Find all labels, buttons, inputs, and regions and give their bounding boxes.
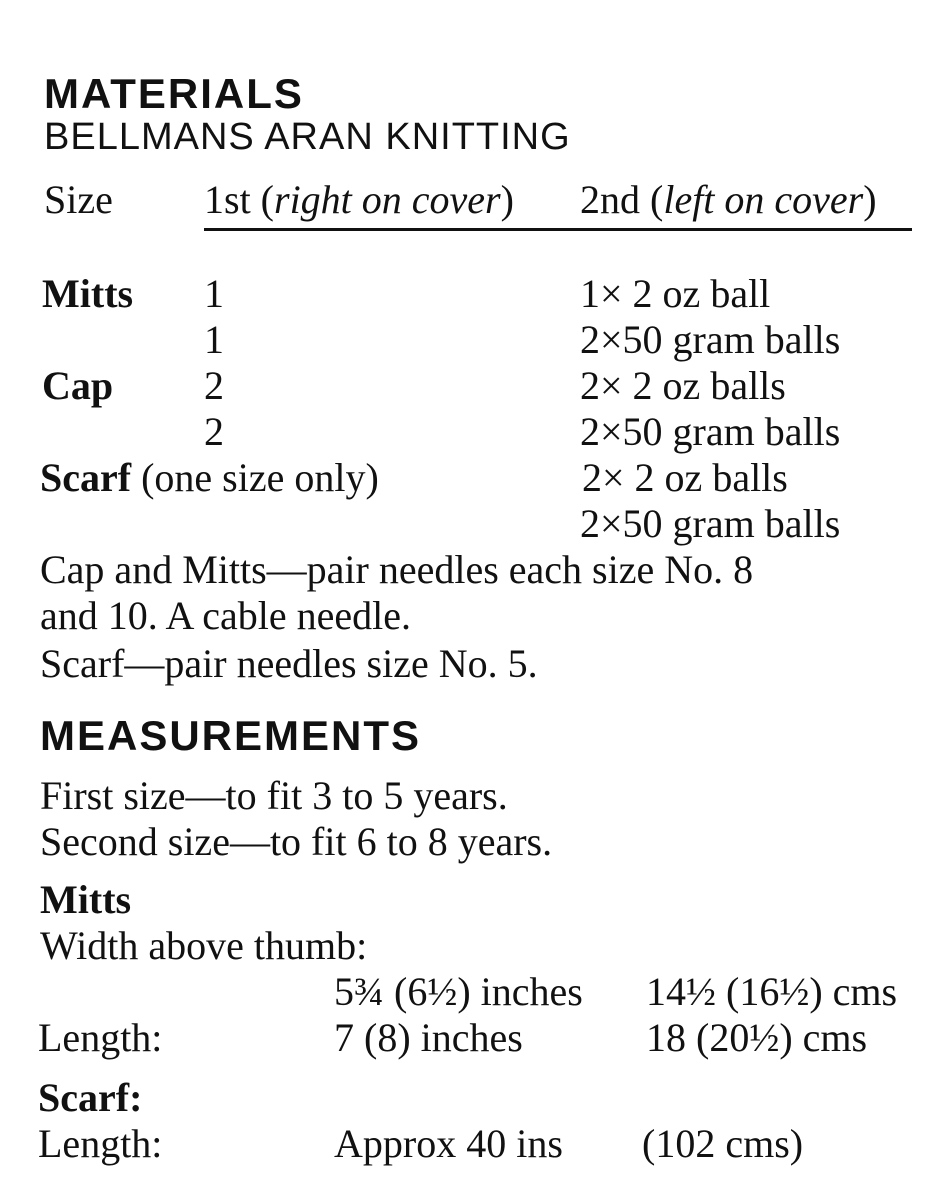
row-item-mitts: Mitts (42, 271, 134, 316)
measurements-heading: MEASUREMENTS (40, 712, 422, 759)
scarf-subheading: Scarf: (38, 1075, 143, 1120)
scarf-length-inches: Approx 40 ins (334, 1121, 563, 1166)
size-fit-line-1: First size—to fit 3 to 5 years. (40, 773, 508, 818)
row-second-value: 2×50 gram balls (580, 409, 841, 454)
row-item-scarf: Scarf (one size only) (40, 455, 379, 500)
needles-line-2: and 10. A cable needle. (40, 593, 411, 638)
size-fit-line-2: Second size—to fit 6 to 8 years. (40, 819, 553, 864)
yarn-name: BELLMANS ARAN KNITTING (44, 116, 571, 158)
header-underline (204, 228, 912, 231)
width-label: Width above thumb: (40, 923, 368, 968)
scarf-length-label: Length: (38, 1121, 163, 1166)
scarf-length-cms: (102 cms) (642, 1121, 804, 1166)
row-first-value: 2 (204, 363, 224, 408)
width-cms: 14½ (16½) cms (646, 969, 898, 1014)
row-first-value: 1 (204, 271, 224, 316)
width-inches: 5¾ (6½) inches (334, 969, 583, 1014)
row-item-cap: Cap (42, 363, 114, 408)
length-inches: 7 (8) inches (334, 1015, 523, 1060)
row-second-value: 2×50 gram balls (580, 317, 841, 362)
size-first-header: 1st (right on cover) (204, 177, 514, 222)
length-cms: 18 (20½) cms (646, 1015, 868, 1060)
mitts-subheading: Mitts (40, 877, 132, 922)
needles-line-3: Scarf—pair needles size No. 5. (40, 641, 538, 686)
row-first-value: 1 (204, 317, 224, 362)
row-first-value: 2 (204, 409, 224, 454)
materials-heading: MATERIALS (44, 70, 304, 117)
length-label: Length: (38, 1015, 163, 1060)
needles-line-1: Cap and Mitts—pair needles each size No. 8 (40, 547, 754, 592)
row-second-value: 2×50 gram balls (580, 501, 841, 546)
size-label: Size (44, 177, 113, 222)
row-second-value: 2× 2 oz balls (580, 363, 786, 408)
row-second-value: 1× 2 oz ball (580, 271, 771, 316)
size-second-header: 2nd (left on cover) (580, 177, 877, 222)
row-second-value: 2× 2 oz balls (582, 455, 788, 500)
